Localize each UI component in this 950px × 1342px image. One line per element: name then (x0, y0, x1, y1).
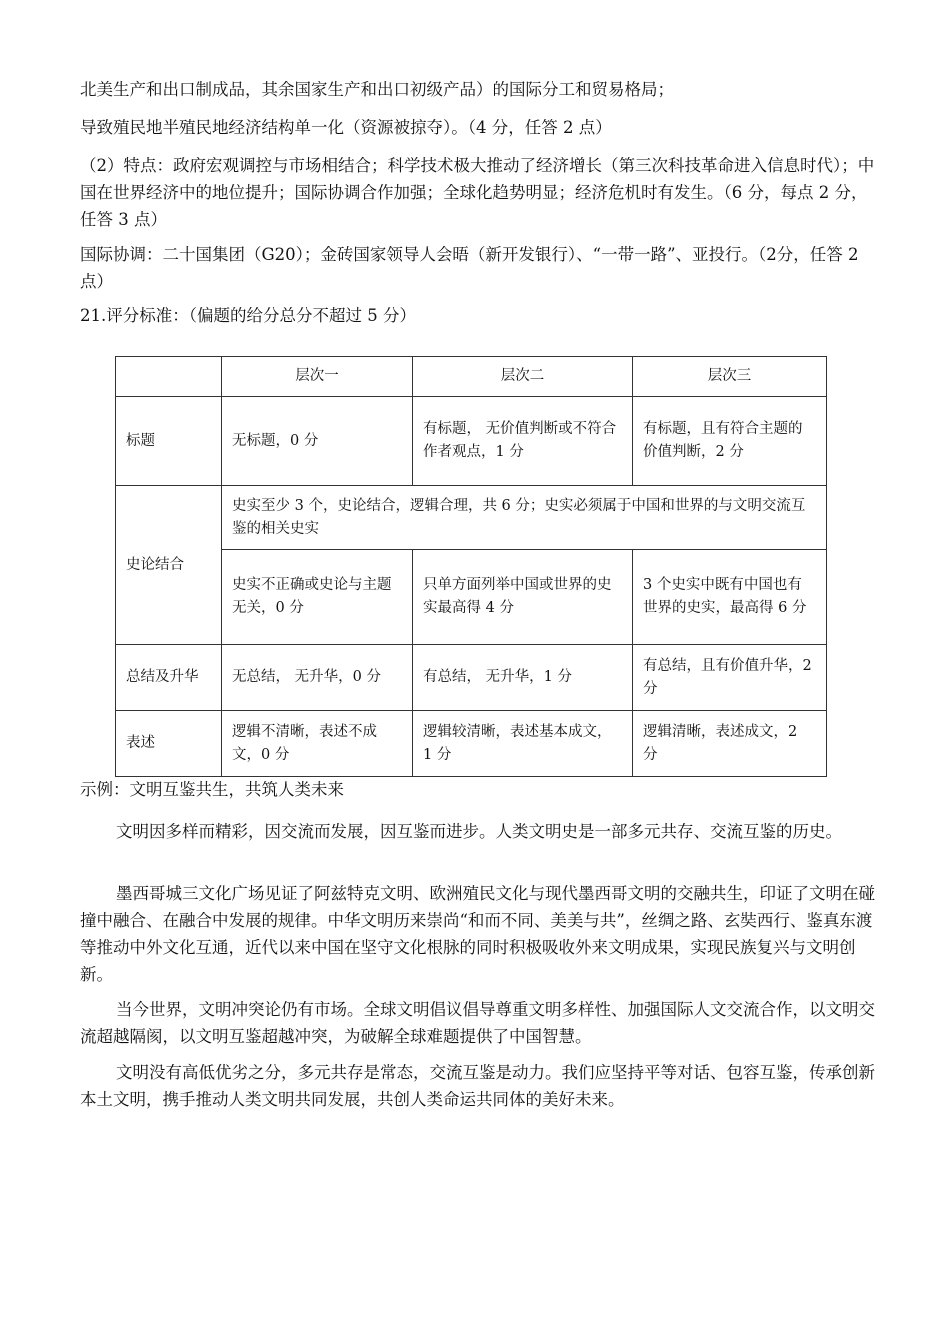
example-paragraph-3: 当今世界，文明冲突论仍有市场。全球文明倡议倡导尊重文明多样性、加强国际人文交流合作，以文明交流超越隔阂，以文明互鉴超越冲突，为破解全球难题提供了中国智慧。 (80, 1000, 875, 1046)
table-header-level-2: 层次二 (413, 357, 633, 397)
example-heading: 示例：文明互鉴共生，共筑人类未来 (80, 780, 344, 799)
table-cell: 有总结， 无升华，1 分 (413, 645, 633, 711)
scoring-table (115, 356, 827, 777)
table-cell: 史实不正确或史论与主题无关，0 分 (222, 550, 413, 645)
table-cell: 有标题， 无价值判断或不符合作者观点，1 分 (413, 397, 633, 486)
row-label-title: 标题 (116, 397, 222, 486)
table-row (116, 397, 827, 486)
table-row (116, 550, 827, 645)
table-header-row (116, 357, 827, 397)
row-label-history: 史论结合 (116, 486, 222, 645)
table-cell: 无标题，0 分 (222, 397, 413, 486)
answer-part-2: （2）特点：政府宏观调控与市场相结合；科学技术极大推动了经济增长（第三次科技革命进入信息时代）；中国在世界经济中的地位提升；国际协调合作加强；全球化趋势明显；经济危机时有发生。（6 分，每点 2 分，任答 3 点） (80, 156, 875, 229)
table-cell: 3 个史实中既有中国也有世界的史实，最高得 6 分 (633, 550, 827, 645)
example-paragraph-2: 墨西哥城三文化广场见证了阿兹特克文明、欧洲殖民文化与现代墨西哥文明的交融共生，印证了文明在碰撞中融合、在融合中发展的规律。中华文明历来崇尚“和而不同、美美与共”，丝绸之路、玄奘西行、鉴真东渡等推动中外文化互通，近代以来中国在坚守文化根脉的同时积极吸收外来文明成果，实现民族复兴与文明创新。 (80, 884, 875, 984)
table-cell: 只单方面列举中国或世界的史实最高得 4 分 (413, 550, 633, 645)
answer-coordination: 国际协调：二十国集团（G20）；金砖国家领导人会晤（新开发银行）、“一带一路”、亚投行。（2分，任答 2 点） (80, 245, 859, 291)
table-cell: 有标题，且有符合主题的价值判断，2 分 (633, 397, 827, 486)
table-cell: 有总结，且有价值升华，2 分 (633, 645, 827, 711)
row-label-expression: 表述 (116, 711, 222, 777)
table-row (116, 486, 827, 550)
question-21-heading: 21.评分标准：（偏题的给分总分不超过 5 分） (80, 306, 416, 325)
table-header-level-1: 层次一 (222, 357, 413, 397)
table-cell: 逻辑清晰，表述成文，2 分 (633, 711, 827, 777)
answer-line-2: 导致殖民地半殖民地经济结构单一化（资源被掠夺）。（4 分，任答 2 点） (80, 118, 612, 137)
example-paragraph-4: 文明没有高低优劣之分，多元共存是常态，交流互鉴是动力。我们应坚持平等对话、包容互鉴，传承创新本土文明，携手推动人类文明共同发展，共创人类命运共同体的美好未来。 (80, 1063, 875, 1109)
answer-line-1: 北美生产和出口制成品，其余国家生产和出口初级产品）的国际分工和贸易格局； (80, 80, 674, 99)
example-paragraph-1: 文明因多样而精彩，因交流而发展，因互鉴而进步。人类文明史是一部多元共存、交流互鉴的历史。 (116, 822, 842, 841)
row-label-summary: 总结及升华 (116, 645, 222, 711)
table-row (116, 711, 827, 777)
table-cell: 逻辑不清晰，表述不成文，0 分 (222, 711, 413, 777)
table-row (116, 645, 827, 711)
table-header-corner (116, 357, 222, 397)
table-header-level-3: 层次三 (633, 357, 827, 397)
table-cell: 逻辑较清晰，表述基本成文， 1 分 (413, 711, 633, 777)
table-cell-merged: 史实至少 3 个，史论结合，逻辑合理，共 6 分；史实必须属于中国和世界的与文明交流互鉴的相关史实 (222, 486, 827, 550)
table-cell: 无总结， 无升华，0 分 (222, 645, 413, 711)
